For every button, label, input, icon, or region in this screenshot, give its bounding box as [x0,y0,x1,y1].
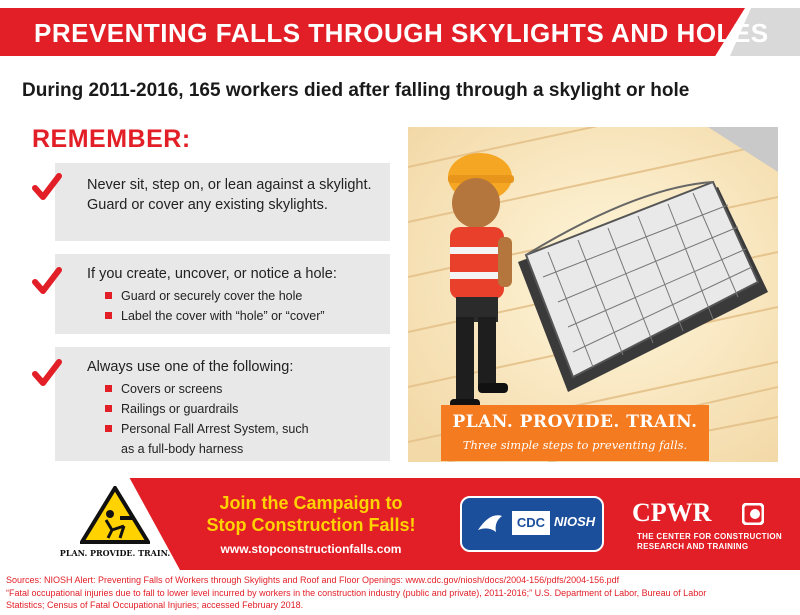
cpwr-mark-icon [742,503,764,525]
checklist-item-2-bullets [105,286,325,326]
remember-heading: REMEMBER: [32,125,191,153]
statistic-subtitle: During 2011-2016, 165 workers died after falling through a skylight or hole [22,80,690,101]
hhs-eagle-icon [474,508,506,540]
checklist-item-3-bullets [105,379,315,459]
bullet-item: Personal Fall Arrest System, such as a full-body harness [105,419,315,459]
cdc-label: CDC [512,511,550,535]
source-line-2: “Fatal occupational injuries due to fall to lower level incurred by workers in the construction industry (public and private), 2011-2016;” U.S. Department of Labor, Bureau of Labor [6,588,707,598]
cpwr-subtitle-line-1: THE CENTER FOR CONSTRUCTION [637,532,782,541]
campaign-url-link[interactable]: www.stopconstructionfalls.com [220,542,402,556]
plan-provide-train-callout [441,405,709,461]
title-banner [0,0,800,62]
checklist-item-3 [55,347,390,461]
campaign-line-1: Join the Campaign to [219,493,403,513]
cpwr-logo-text: CPWR [632,498,712,527]
checklist-item-1-text: Never sit, step on, or lean against a skylight. Guard or cover any existing skylights. [87,177,372,213]
checkmark-icon [32,266,62,296]
bullet-item: Guard or securely cover the hole [105,286,325,306]
checklist-item-2-text: If you create, uncover, or notice a hole: [87,266,337,282]
cdc-niosh-logo [460,496,604,552]
checklist-item-3-text: Always use one of the following: [87,359,294,375]
checklist-item-1 [55,163,390,241]
page-title: PREVENTING FALLS THROUGH SKYLIGHTS AND HOLES [34,18,769,48]
warning-sign-icon [80,486,150,544]
bullet-item: Label the cover with “hole” or “cover” [105,306,325,326]
source-line-3: Statistics; Census of Fatal Occupational Injuries; accessed February 2018. [6,600,304,610]
cpwr-subtitle [637,532,787,552]
niosh-label: NIOSH [554,514,596,529]
bullet-item: Covers or screens [105,379,315,399]
warning-sign-caption: PLAN. PROVIDE. TRAIN. [59,548,171,558]
checklist-item-2 [55,254,390,334]
campaign-line-2: Stop Construction Falls! [206,515,416,535]
callout-title: PLAN. PROVIDE. TRAIN. [452,412,698,432]
checkmark-icon [32,172,62,202]
cpwr-subtitle-line-2: RESEARCH AND TRAINING [637,542,749,551]
source-line-1: Sources: NIOSH Alert: Preventing Falls of Workers through Skylights and Roof and Floor Openings: www.cdc.gov/niosh/docs/2004-156/pdfs/2004-156.pdf [6,575,620,585]
campaign-heading [196,492,426,536]
checkmark-icon [32,358,62,388]
bullet-item: Railings or guardrails [105,399,315,419]
callout-subtitle: Three simple steps to preventing falls. [462,438,688,452]
